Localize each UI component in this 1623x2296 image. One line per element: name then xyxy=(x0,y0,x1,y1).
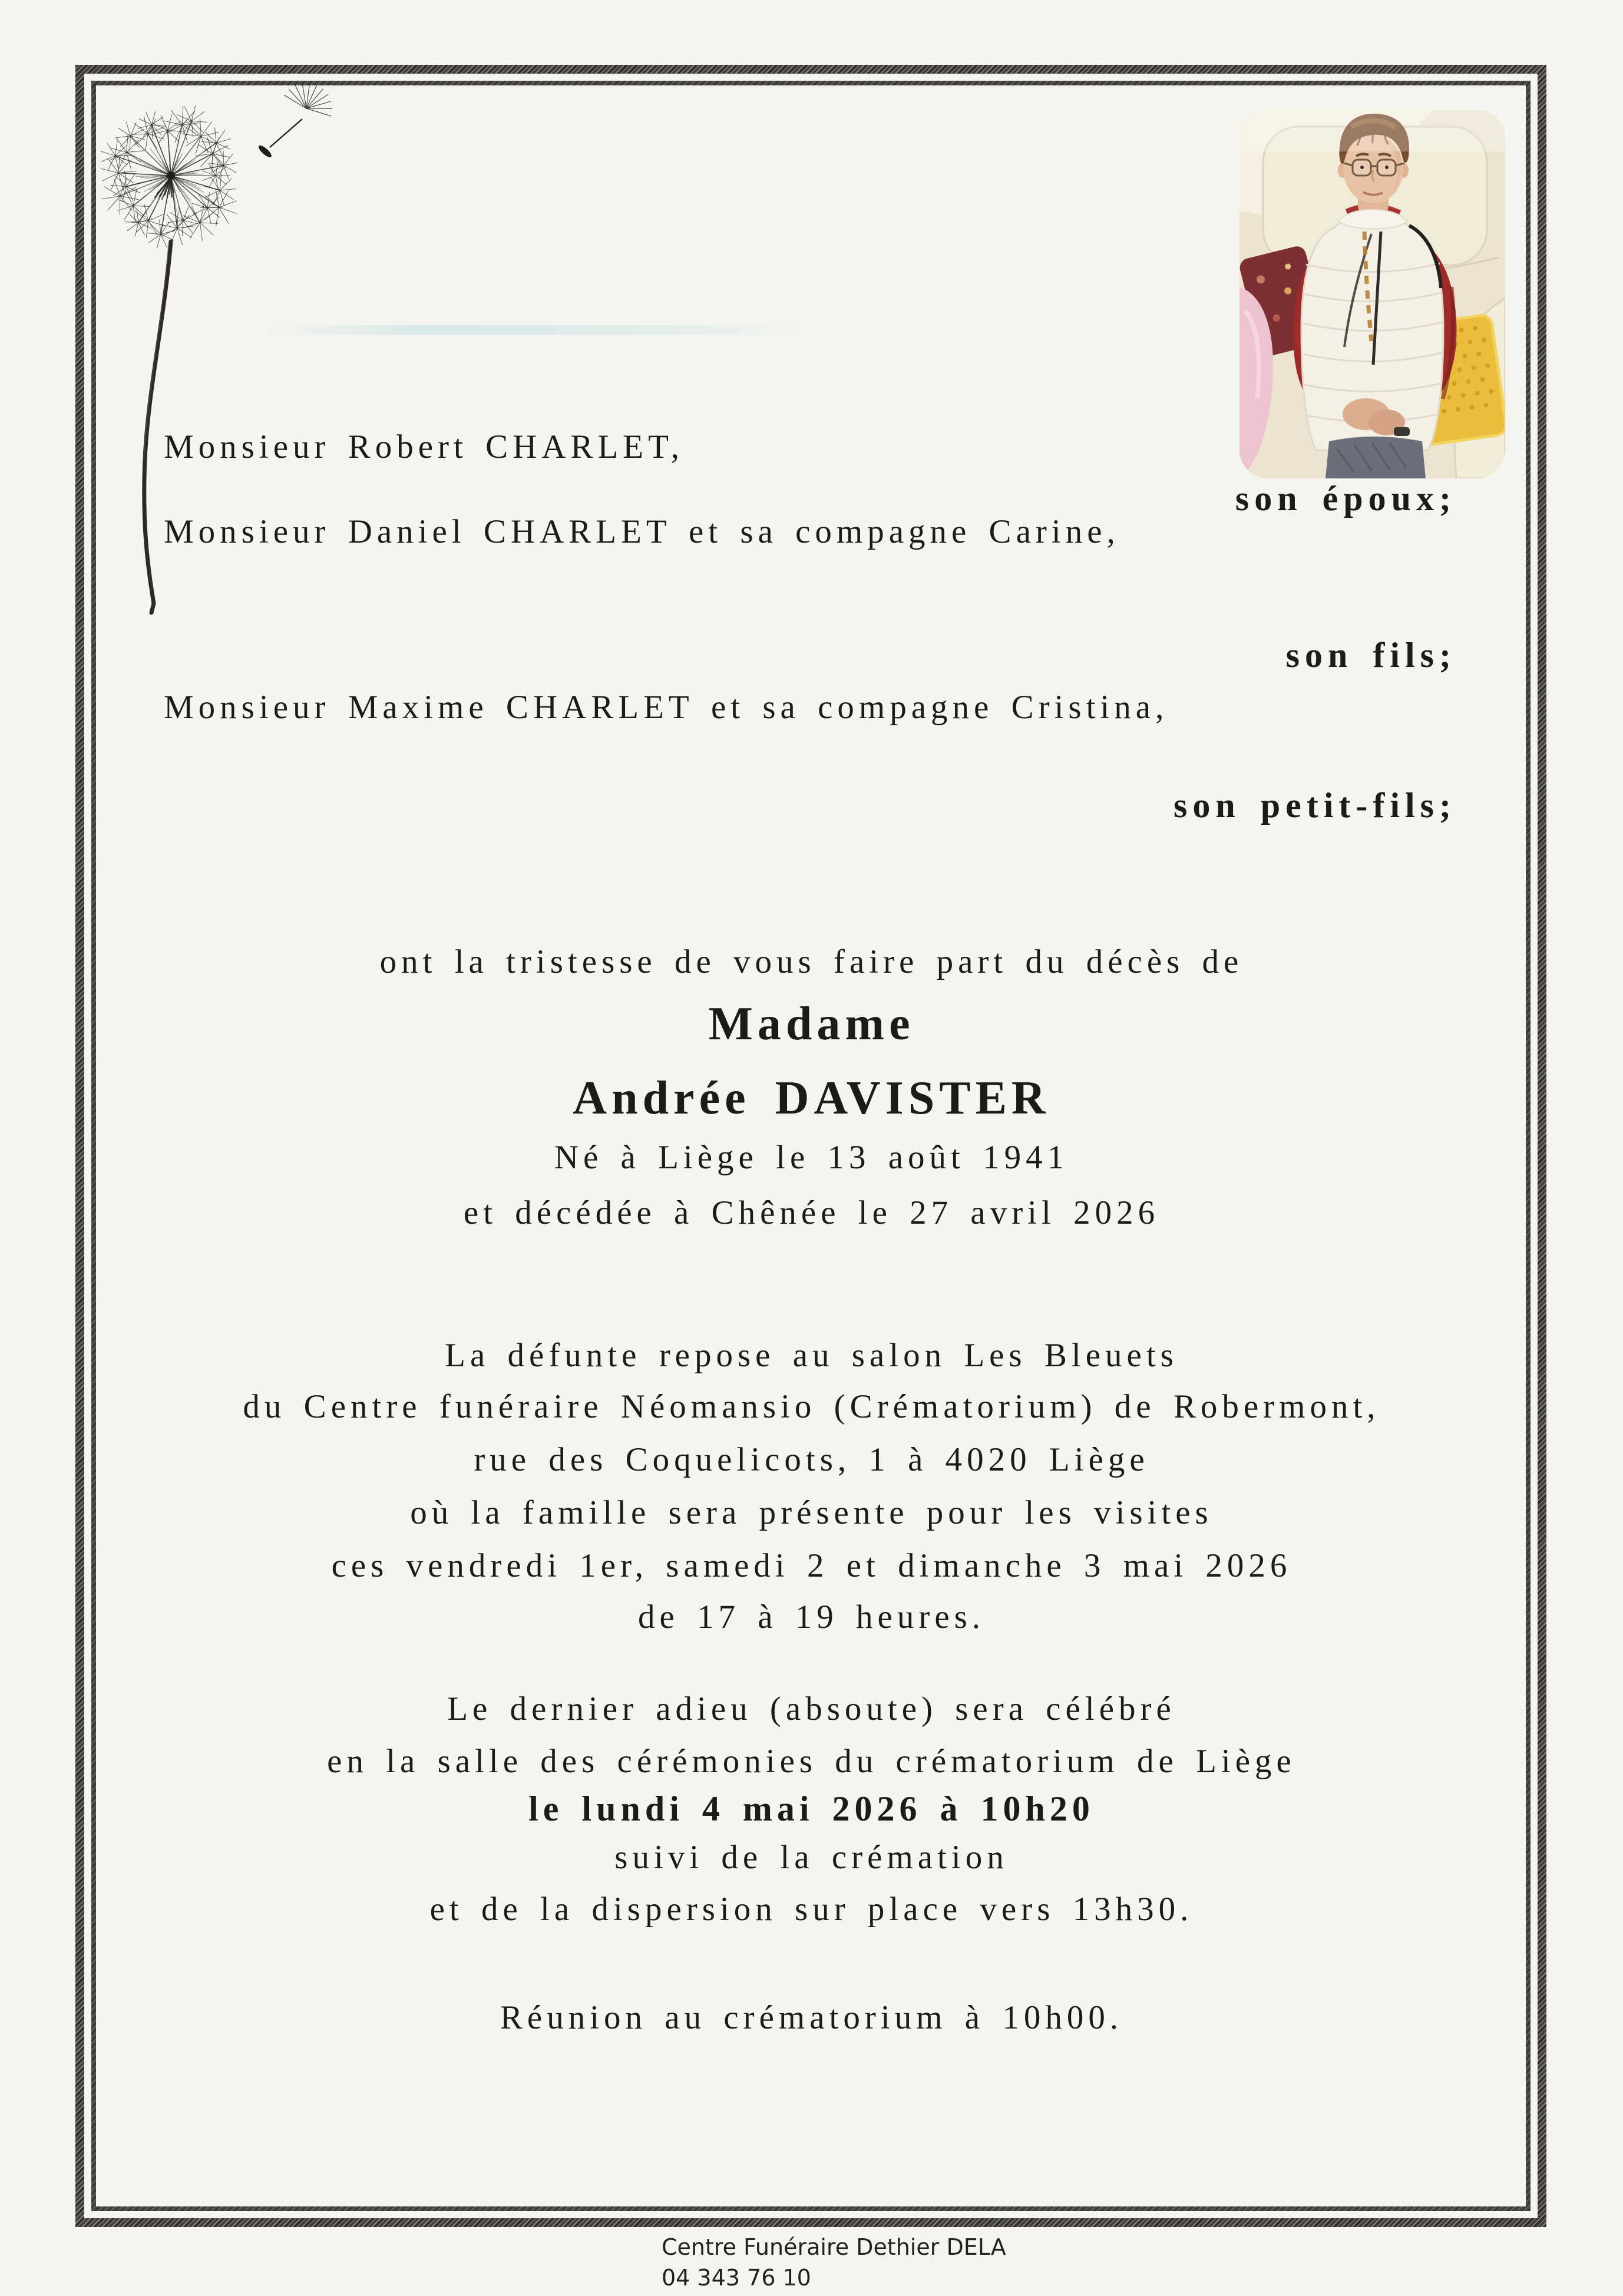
ceremony-line-5: et de la dispersion sur place vers 13h30. xyxy=(429,1891,1194,1928)
portrait-illustration xyxy=(1239,110,1505,478)
ceremony-date-bold: le lundi 4 mai 2026 à 10h20 xyxy=(528,1789,1095,1828)
announcement-intro: ont la tristesse de vous faire part du décès de xyxy=(379,943,1244,980)
repose-line-6: de 17 à 19 heures. xyxy=(637,1598,986,1636)
trousers xyxy=(1325,437,1426,478)
meeting-line: Réunion au crématorium à 10h00. xyxy=(500,1999,1123,2036)
repose-line-2: du Centre funéraire Néomansio (Crématorium) de Robermont, xyxy=(243,1388,1380,1425)
repose-line-5: ces vendredi 1er, samedi 2 et dimanche 3 mai 2026 xyxy=(331,1547,1292,1584)
relation-grandson: son petit-fils; xyxy=(1174,786,1456,825)
ceremony-line-2: en la salle des cérémonies du crématorium de Liège xyxy=(327,1743,1296,1780)
family-line-grandson: Monsieur Maxime CHARLET et sa compagne Cristina, xyxy=(164,689,1169,726)
deceased-title: Madame xyxy=(708,998,915,1050)
repose-line-1: La défunte repose au salon Les Bleuets xyxy=(445,1337,1178,1374)
footer-funeral-home: Centre Funéraire Dethier DELA xyxy=(662,2234,1006,2260)
deceased-name: Andrée DAVISTER xyxy=(573,1072,1050,1124)
relation-husband: son époux; xyxy=(1235,479,1456,518)
repose-line-3: rue des Coquelicots, 1 à 4020 Liège xyxy=(474,1441,1149,1478)
footer xyxy=(662,2232,1006,2293)
birth-line: Né à Liège le 13 août 1941 xyxy=(554,1139,1069,1176)
death-line: et décédée à Chênée le 27 avril 2026 xyxy=(463,1194,1160,1231)
family-line-husband: Monsieur Robert CHARLET, xyxy=(164,428,684,465)
ceremony-line-1: Le dernier adieu (absoute) sera célébré xyxy=(447,1690,1176,1727)
family-line-son: Monsieur Daniel CHARLET et sa compagne Carine, xyxy=(164,513,1120,550)
footer-phone: 04 343 76 10 xyxy=(662,2265,811,2291)
portrait-photo xyxy=(1239,110,1505,478)
watch xyxy=(1394,427,1410,436)
relation-son: son fils; xyxy=(1285,636,1456,675)
repose-line-4: où la famille sera présente pour les visites xyxy=(410,1494,1213,1531)
ceremony-line-4: suivi de la crémation xyxy=(614,1839,1009,1876)
